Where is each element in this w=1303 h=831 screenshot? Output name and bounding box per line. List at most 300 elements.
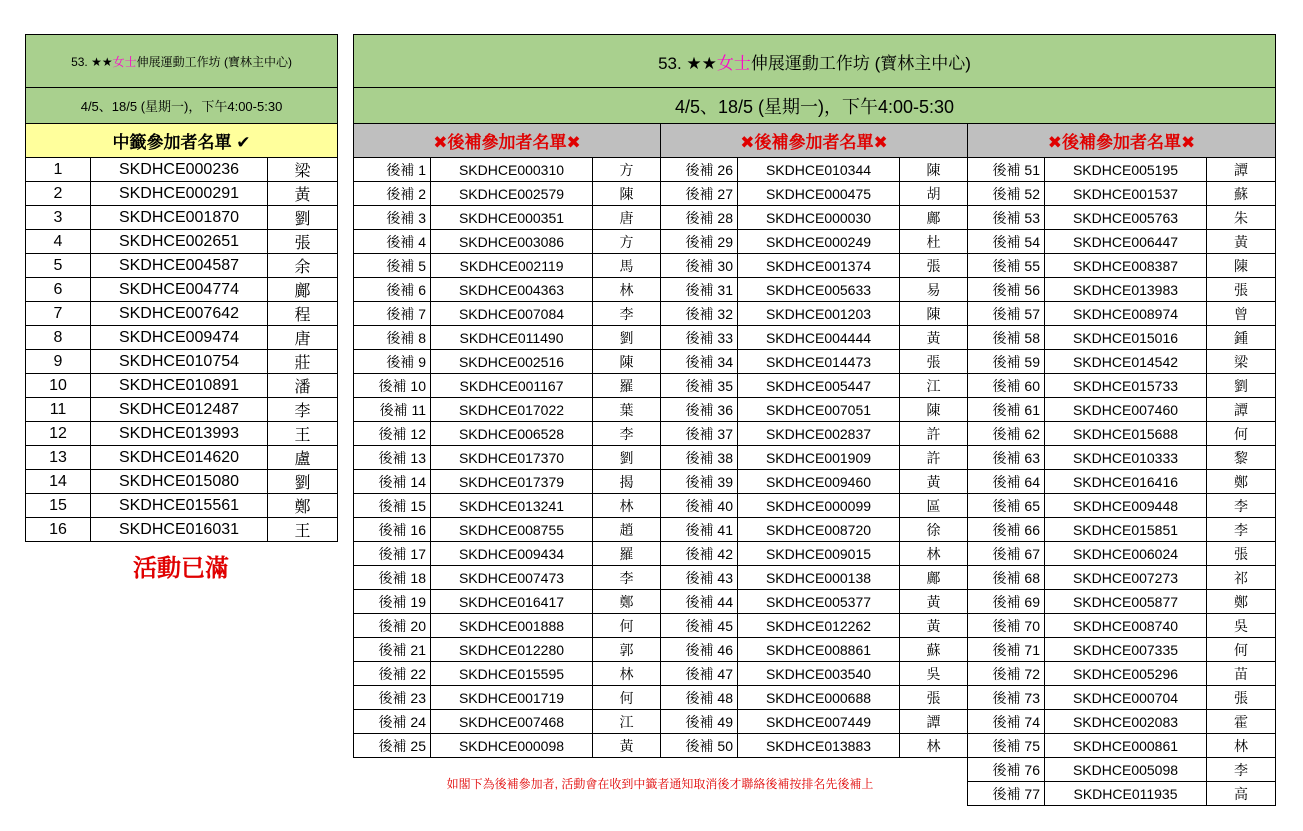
waitlist-rank: 後補 74 [968, 710, 1045, 734]
member-surname: 鄭 [1207, 470, 1276, 494]
member-surname: 祁 [1207, 566, 1276, 590]
waitlist-rank: 後補 23 [354, 686, 431, 710]
waitlist-rank: 後補 38 [661, 446, 738, 470]
member-surname: 蘇 [1207, 182, 1276, 206]
member-surname: 張 [900, 686, 968, 710]
member-code: SKDHCE000030 [738, 206, 900, 230]
member-code: SKDHCE012487 [91, 398, 268, 422]
waitlist-rank: 後補 42 [661, 542, 738, 566]
member-surname: 莊 [268, 350, 338, 374]
table-row [26, 446, 338, 470]
member-code: SKDHCE002083 [1045, 710, 1207, 734]
member-code: SKDHCE013983 [1045, 278, 1207, 302]
table-row [354, 374, 1276, 398]
member-surname: 胡 [900, 182, 968, 206]
waitlist-rank: 後補 58 [968, 326, 1045, 350]
member-surname: 林 [900, 734, 968, 758]
member-surname: 馬 [593, 254, 661, 278]
member-surname: 盧 [268, 446, 338, 470]
waitlist-rank: 後補 34 [661, 350, 738, 374]
member-code: SKDHCE000291 [91, 182, 268, 206]
member-code: SKDHCE007473 [431, 566, 593, 590]
member-surname: 鄭 [593, 590, 661, 614]
member-code: SKDHCE000351 [431, 206, 593, 230]
waitlist-rank: 後補 67 [968, 542, 1045, 566]
table-row [354, 206, 1276, 230]
member-code: SKDHCE015080 [91, 470, 268, 494]
member-code: SKDHCE005633 [738, 278, 900, 302]
waitlist-rank: 後補 51 [968, 158, 1045, 182]
member-code: SKDHCE000704 [1045, 686, 1207, 710]
member-surname: 朱 [1207, 206, 1276, 230]
table-row [354, 614, 1276, 638]
row-number: 14 [26, 470, 91, 494]
member-surname: 方 [593, 158, 661, 182]
cross-icon: ✖ [566, 133, 581, 152]
event-schedule: 4/5、18/5 (星期一)，下午4:00-5:30 [354, 88, 1276, 124]
member-code: SKDHCE000688 [738, 686, 900, 710]
row-number: 3 [26, 206, 91, 230]
member-surname: 江 [900, 374, 968, 398]
cross-icon: ✖ [1181, 133, 1196, 152]
row-number: 13 [26, 446, 91, 470]
waitlist-rank: 後補 52 [968, 182, 1045, 206]
member-code: SKDHCE001888 [431, 614, 593, 638]
member-code: SKDHCE000236 [91, 158, 268, 182]
member-code: SKDHCE015016 [1045, 326, 1207, 350]
waitlist-rank: 後補 32 [661, 302, 738, 326]
member-surname: 鄺 [900, 206, 968, 230]
member-surname: 黃 [900, 470, 968, 494]
table-row [354, 686, 1276, 710]
member-code: SKDHCE009474 [91, 326, 268, 350]
member-surname: 林 [593, 494, 661, 518]
member-surname: 鍾 [1207, 326, 1276, 350]
table-row [354, 446, 1276, 470]
table-row [354, 278, 1276, 302]
table-row [26, 518, 338, 542]
member-code: SKDHCE007335 [1045, 638, 1207, 662]
member-surname: 李 [593, 422, 661, 446]
winners-table [25, 34, 338, 542]
member-code: SKDHCE012262 [738, 614, 900, 638]
member-code: SKDHCE009015 [738, 542, 900, 566]
member-code: SKDHCE007642 [91, 302, 268, 326]
member-code: SKDHCE009448 [1045, 494, 1207, 518]
member-surname: 羅 [593, 542, 661, 566]
waitlist-rank: 後補 11 [354, 398, 431, 422]
member-surname: 李 [1207, 758, 1276, 782]
member-code: SKDHCE004774 [91, 278, 268, 302]
member-surname: 曾 [1207, 302, 1276, 326]
waitlist-rank: 後補 10 [354, 374, 431, 398]
member-surname: 苗 [1207, 662, 1276, 686]
member-surname: 梁 [268, 158, 338, 182]
member-code: SKDHCE005098 [1045, 758, 1207, 782]
row-number: 9 [26, 350, 91, 374]
waitlist-rank: 後補 69 [968, 590, 1045, 614]
member-code: SKDHCE015688 [1045, 422, 1207, 446]
event-schedule: 4/5、18/5 (星期一)，下午4:00-5:30 [26, 88, 338, 124]
member-surname: 張 [1207, 278, 1276, 302]
waitlist-rank: 後補 6 [354, 278, 431, 302]
row-number: 7 [26, 302, 91, 326]
waitlist-rank: 後補 57 [968, 302, 1045, 326]
row-number: 15 [26, 494, 91, 518]
table-row [354, 542, 1276, 566]
member-surname: 何 [1207, 422, 1276, 446]
member-surname: 鄺 [268, 278, 338, 302]
table-row [354, 710, 1276, 734]
waitlist-rank: 後補 1 [354, 158, 431, 182]
full-notice: 活動已滿 [133, 555, 229, 582]
table-row [354, 638, 1276, 662]
member-surname: 黎 [1207, 446, 1276, 470]
member-code: SKDHCE008720 [738, 518, 900, 542]
member-code: SKDHCE005296 [1045, 662, 1207, 686]
member-code: SKDHCE002579 [431, 182, 593, 206]
waitlist-rank: 後補 54 [968, 230, 1045, 254]
member-code: SKDHCE001719 [431, 686, 593, 710]
table-row [26, 470, 338, 494]
row-number: 16 [26, 518, 91, 542]
member-code: SKDHCE008387 [1045, 254, 1207, 278]
waitlist-rank: 後補 28 [661, 206, 738, 230]
waitlist-rank: 後補 14 [354, 470, 431, 494]
table-row [26, 206, 338, 230]
member-code: SKDHCE004444 [738, 326, 900, 350]
member-surname: 黃 [593, 734, 661, 758]
waitlist-heading: ✖後補參加者名單✖ [354, 124, 661, 158]
member-code: SKDHCE015595 [431, 662, 593, 686]
member-surname: 趙 [593, 518, 661, 542]
waitlist-rank: 後補 56 [968, 278, 1045, 302]
member-code: SKDHCE005195 [1045, 158, 1207, 182]
waitlist-rank: 後補 36 [661, 398, 738, 422]
member-surname: 高 [1207, 782, 1276, 806]
table-row [26, 182, 338, 206]
member-code: SKDHCE010754 [91, 350, 268, 374]
member-surname: 黃 [900, 590, 968, 614]
member-code: SKDHCE004363 [431, 278, 593, 302]
member-surname: 江 [593, 710, 661, 734]
member-code: SKDHCE010891 [91, 374, 268, 398]
member-surname: 譚 [900, 710, 968, 734]
winners-heading: 中籤參加者名單 ✔ [26, 124, 338, 158]
row-number: 10 [26, 374, 91, 398]
waitlist-rank: 後補 70 [968, 614, 1045, 638]
table-row [26, 398, 338, 422]
member-code: SKDHCE000138 [738, 566, 900, 590]
member-surname: 黃 [900, 614, 968, 638]
member-surname: 王 [268, 518, 338, 542]
row-number: 4 [26, 230, 91, 254]
member-code: SKDHCE003540 [738, 662, 900, 686]
member-surname: 李 [1207, 518, 1276, 542]
member-code: SKDHCE006528 [431, 422, 593, 446]
waitlist-rank: 後補 24 [354, 710, 431, 734]
member-code: SKDHCE000099 [738, 494, 900, 518]
member-surname: 陳 [593, 350, 661, 374]
table-row [354, 182, 1276, 206]
waitlist-rank: 後補 44 [661, 590, 738, 614]
member-code: SKDHCE008974 [1045, 302, 1207, 326]
member-surname: 何 [1207, 638, 1276, 662]
waitlist-rank: 後補 5 [354, 254, 431, 278]
member-code: SKDHCE015851 [1045, 518, 1207, 542]
table-row [354, 350, 1276, 374]
waitlist-rank: 後補 62 [968, 422, 1045, 446]
member-surname: 鄭 [1207, 590, 1276, 614]
member-surname: 程 [268, 302, 338, 326]
table-row [26, 422, 338, 446]
member-code: SKDHCE007273 [1045, 566, 1207, 590]
waitlist-rank: 後補 55 [968, 254, 1045, 278]
waitlist-heading: ✖後補參加者名單✖ [968, 124, 1276, 158]
member-surname: 葉 [593, 398, 661, 422]
table-row [354, 734, 1276, 758]
table-row [354, 662, 1276, 686]
member-surname: 蘇 [900, 638, 968, 662]
waitlist-rank: 後補 9 [354, 350, 431, 374]
waitlist-heading: ✖後補參加者名單✖ [661, 124, 968, 158]
row-number: 2 [26, 182, 91, 206]
member-code: SKDHCE001870 [91, 206, 268, 230]
member-surname: 吳 [900, 662, 968, 686]
member-surname: 徐 [900, 518, 968, 542]
member-surname: 劉 [593, 446, 661, 470]
row-number: 5 [26, 254, 91, 278]
waitlist-rank: 後補 18 [354, 566, 431, 590]
member-surname: 林 [1207, 734, 1276, 758]
member-surname: 林 [593, 278, 661, 302]
member-code: SKDHCE014620 [91, 446, 268, 470]
table-row [26, 494, 338, 518]
member-surname: 方 [593, 230, 661, 254]
member-surname: 林 [593, 662, 661, 686]
member-surname: 劉 [268, 470, 338, 494]
waitlist-rank: 後補 31 [661, 278, 738, 302]
waitlist-rank: 後補 19 [354, 590, 431, 614]
waitlist-rank: 後補 72 [968, 662, 1045, 686]
member-code: SKDHCE017370 [431, 446, 593, 470]
member-surname: 陳 [900, 398, 968, 422]
waitlist-rank: 後補 61 [968, 398, 1045, 422]
waitlist-rank: 後補 71 [968, 638, 1045, 662]
member-code: SKDHCE006447 [1045, 230, 1207, 254]
table-row [26, 230, 338, 254]
member-code: SKDHCE001203 [738, 302, 900, 326]
member-code: SKDHCE001167 [431, 374, 593, 398]
member-code: SKDHCE000861 [1045, 734, 1207, 758]
waitlist-rank: 後補 33 [661, 326, 738, 350]
waitlist-rank: 後補 48 [661, 686, 738, 710]
member-code: SKDHCE005877 [1045, 590, 1207, 614]
member-code: SKDHCE004587 [91, 254, 268, 278]
member-surname: 何 [593, 686, 661, 710]
waitlist-rank: 後補 20 [354, 614, 431, 638]
waitlist-rank: 後補 2 [354, 182, 431, 206]
check-icon: ✔ [236, 133, 251, 152]
member-code: SKDHCE016031 [91, 518, 268, 542]
member-surname: 陳 [900, 158, 968, 182]
waitlist-rank: 後補 22 [354, 662, 431, 686]
member-code: SKDHCE007051 [738, 398, 900, 422]
waitlist-rank: 後補 53 [968, 206, 1045, 230]
member-surname: 唐 [268, 326, 338, 350]
event-title: 53. ★★女士伸展運動工作坊 (寶林主中心) [26, 35, 338, 88]
member-surname: 張 [1207, 686, 1276, 710]
member-code: SKDHCE000249 [738, 230, 900, 254]
waitlist-rank: 後補 12 [354, 422, 431, 446]
member-code: SKDHCE017022 [431, 398, 593, 422]
table-row [354, 230, 1276, 254]
member-code: SKDHCE001909 [738, 446, 900, 470]
member-surname: 杜 [900, 230, 968, 254]
waitlist-rank: 後補 76 [968, 758, 1045, 782]
member-surname: 霍 [1207, 710, 1276, 734]
waitlist-rank: 後補 39 [661, 470, 738, 494]
waitlist-rank: 後補 40 [661, 494, 738, 518]
member-code: SKDHCE002119 [431, 254, 593, 278]
table-row [354, 302, 1276, 326]
waitlist-rank: 後補 29 [661, 230, 738, 254]
waitlist-rank: 後補 4 [354, 230, 431, 254]
row-number: 1 [26, 158, 91, 182]
member-code: SKDHCE008861 [738, 638, 900, 662]
waitlist-rank: 後補 59 [968, 350, 1045, 374]
table-row [354, 422, 1276, 446]
waitlist-rank: 後補 21 [354, 638, 431, 662]
member-code: SKDHCE001537 [1045, 182, 1207, 206]
member-surname: 郭 [593, 638, 661, 662]
waitlist-rank: 後補 25 [354, 734, 431, 758]
table-row [354, 470, 1276, 494]
waitlist-rank: 後補 30 [661, 254, 738, 278]
member-surname: 劉 [593, 326, 661, 350]
member-code: SKDHCE016417 [431, 590, 593, 614]
event-title: 53. ★★女士伸展運動工作坊 (寶林主中心) [354, 35, 1276, 88]
waitlist-rank: 後補 3 [354, 206, 431, 230]
waitlist-rank: 後補 73 [968, 686, 1045, 710]
member-surname: 揭 [593, 470, 661, 494]
table-row [26, 326, 338, 350]
member-surname: 譚 [1207, 398, 1276, 422]
table-row [354, 590, 1276, 614]
member-surname: 林 [900, 542, 968, 566]
member-code: SKDHCE014473 [738, 350, 900, 374]
member-code: SKDHCE013883 [738, 734, 900, 758]
member-code: SKDHCE000475 [738, 182, 900, 206]
member-surname: 陳 [593, 182, 661, 206]
row-number: 6 [26, 278, 91, 302]
member-surname: 黃 [1207, 230, 1276, 254]
member-surname: 陳 [900, 302, 968, 326]
member-surname: 梁 [1207, 350, 1276, 374]
row-number: 8 [26, 326, 91, 350]
waitlist-rank: 後補 45 [661, 614, 738, 638]
member-surname: 唐 [593, 206, 661, 230]
member-code: SKDHCE005377 [738, 590, 900, 614]
waitlist-rank: 後補 26 [661, 158, 738, 182]
table-row [26, 350, 338, 374]
member-surname: 張 [900, 254, 968, 278]
member-code: SKDHCE017379 [431, 470, 593, 494]
row-number: 11 [26, 398, 91, 422]
member-code: SKDHCE015733 [1045, 374, 1207, 398]
member-code: SKDHCE013241 [431, 494, 593, 518]
member-code: SKDHCE001374 [738, 254, 900, 278]
member-code: SKDHCE006024 [1045, 542, 1207, 566]
table-row [354, 254, 1276, 278]
waitlist-rank: 後補 46 [661, 638, 738, 662]
member-code: SKDHCE007449 [738, 710, 900, 734]
cross-icon: ✖ [1047, 133, 1062, 152]
cross-icon: ✖ [433, 133, 448, 152]
member-surname: 易 [900, 278, 968, 302]
member-code: SKDHCE008740 [1045, 614, 1207, 638]
member-surname: 許 [900, 446, 968, 470]
waitlist-rank: 後補 66 [968, 518, 1045, 542]
member-code: SKDHCE011935 [1045, 782, 1207, 806]
waitlist-rank: 後補 15 [354, 494, 431, 518]
member-code: SKDHCE002837 [738, 422, 900, 446]
cross-icon: ✖ [740, 133, 755, 152]
member-code: SKDHCE005763 [1045, 206, 1207, 230]
member-surname: 許 [900, 422, 968, 446]
member-surname: 潘 [268, 374, 338, 398]
member-code: SKDHCE007468 [431, 710, 593, 734]
waitlist-rank: 後補 35 [661, 374, 738, 398]
member-code: SKDHCE000310 [431, 158, 593, 182]
member-surname: 李 [593, 566, 661, 590]
waitlist-rank: 後補 41 [661, 518, 738, 542]
waitlist-rank: 後補 60 [968, 374, 1045, 398]
member-code: SKDHCE002516 [431, 350, 593, 374]
waitlist-rank: 後補 17 [354, 542, 431, 566]
waitlist-rank: 後補 49 [661, 710, 738, 734]
table-row [354, 398, 1276, 422]
member-code: SKDHCE014542 [1045, 350, 1207, 374]
member-code: SKDHCE003086 [431, 230, 593, 254]
member-surname: 羅 [593, 374, 661, 398]
waitlist-rank: 後補 7 [354, 302, 431, 326]
table-row [26, 158, 338, 182]
member-code: SKDHCE005447 [738, 374, 900, 398]
member-code: SKDHCE011490 [431, 326, 593, 350]
waitlist-rank: 後補 27 [661, 182, 738, 206]
waitlist-rank: 後補 47 [661, 662, 738, 686]
member-surname: 張 [268, 230, 338, 254]
member-code: SKDHCE008755 [431, 518, 593, 542]
waitlist-rank: 後補 65 [968, 494, 1045, 518]
cross-icon: ✖ [873, 133, 888, 152]
waitlist-rank: 後補 68 [968, 566, 1045, 590]
table-row [26, 374, 338, 398]
waitlist-footnote: 如閣下為後補參加者, 活動會在收到中籤者通知取消後才聯絡後補按排名先後補上 [446, 777, 874, 791]
member-code: SKDHCE015561 [91, 494, 268, 518]
waitlist-rank: 後補 16 [354, 518, 431, 542]
table-row [354, 494, 1276, 518]
member-surname: 何 [593, 614, 661, 638]
member-surname: 李 [1207, 494, 1276, 518]
member-surname: 劉 [268, 206, 338, 230]
table-row [354, 566, 1276, 590]
waitlist-rank: 後補 13 [354, 446, 431, 470]
waitlist-rank: 後補 77 [968, 782, 1045, 806]
member-code: SKDHCE010333 [1045, 446, 1207, 470]
table-row [354, 326, 1276, 350]
